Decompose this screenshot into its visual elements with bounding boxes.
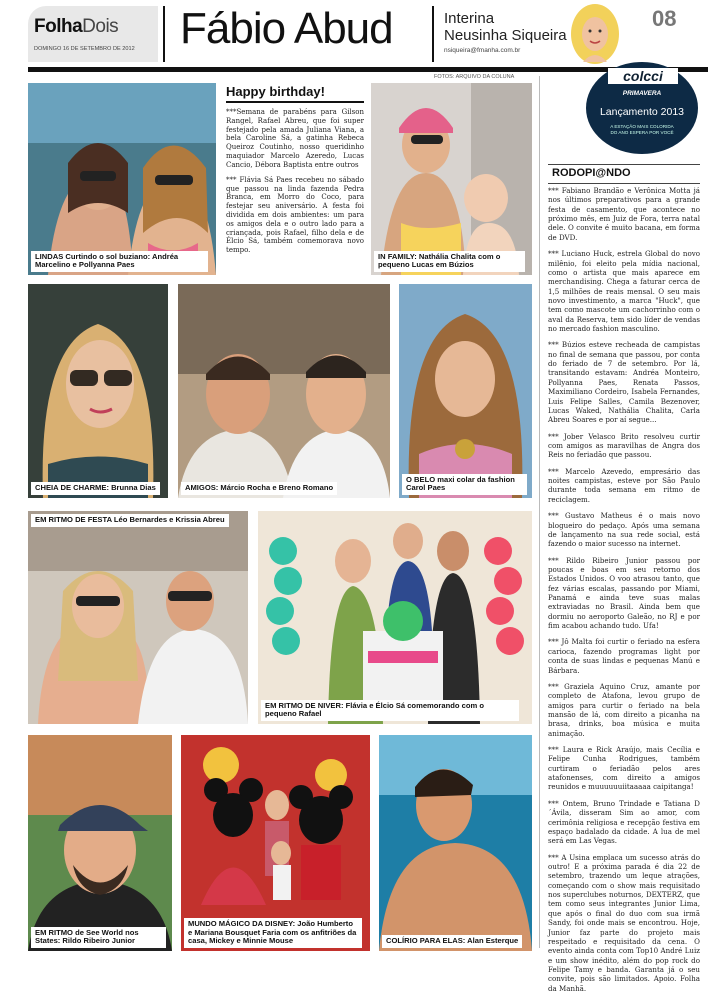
birthday-text-1: ***Semana de parabéns para Gilson Rangel, Rafael Abreu, que foi super festejado pela amada Juliana Viana, a bela Caroline Sá, a gatinha Rebeca Queiroz Coutinho, nosso queridinho maquiador Marcelo Azeredo, Lucas Cancio, Débora Baptista entre outros: [226, 108, 364, 169]
colcci-ad[interactable]: [583, 62, 701, 162]
rodopiando-title: RODOPI@NDO: [552, 167, 631, 179]
rodopiando-item: *** Rildo Ribeiro Junior passou por poucas e boas em seu retorno dos Estados Unidos. O voo atrasou tanto, que fez várias escalas, passando por Miami, Panamá e ainda teve suas malas extraviadas no Brasil. Ainda bem que dormiu no aeroporto Galeão, no RJ e por fim acabou achando tudo. Ufa!: [548, 555, 700, 631]
photo-em-ritmo-de-festa: [28, 511, 248, 724]
caption-see-world: EM RITMO de See World nos States: Rildo Ribeiro Junior: [31, 927, 166, 948]
colcci-launch: Lançamento 2013: [599, 106, 685, 118]
photo-colirio: [379, 735, 532, 951]
photo-in-family: [371, 83, 532, 275]
columnist-portrait: [563, 4, 627, 66]
caption-lindas: LINDAS Curtindo o sol buziano: Andréa Marcelino e Pollyanna Paes: [31, 251, 208, 272]
rodopiando-item: *** Jober Velasco Brito resolveu curtir com amigos as maravilhas de Angra dos Reis no feriadão que passou.: [548, 431, 700, 460]
header-divider-1: [163, 6, 165, 62]
page-number: 08: [652, 6, 677, 31]
caption-em-ritmo-de-festa: EM RITMO DE FESTA Léo Bernardes e Krissia Abreu: [31, 514, 229, 527]
columnist-email: nsiqueira@fmanha.com.br: [444, 47, 521, 54]
rodopiando-item: *** Jô Malta foi curtir o feriado na esfera carioca, fazendo programas light por conta de suas lindas e pequenas Manú e Bárbara.: [548, 637, 700, 675]
photo-amigos: [178, 284, 390, 498]
birthday-text-2: *** Flávia Sá Paes recebeu no sábado que passou na linda fazenda Pedra Branca, em Morro do Coco, para festejar seu aniversário. A festa foi dividida em dois ambientes: um para os amigos dela e o outro lado para a criançada, pois Rafael, filho dela e de Élcio Sá, também comemorava novo tempo.: [226, 175, 364, 255]
rodopiando-item: *** Ontem, Bruno Trindade e Tatiana D´Ávila, disseram Sim ao amor, com cerimônia religiosa e recepção festiva em espaço badalado da cidade. A lua de mel será em Las Vegas.: [548, 798, 700, 846]
photo-o-belo: [399, 284, 532, 498]
caption-amigos: AMIGOS: Márcio Rocha e Breno Romano: [181, 482, 337, 495]
rodopiando-body: [548, 186, 700, 993]
photo-em-ritmo-de-niver: [258, 511, 532, 724]
rodopiando-item: *** A Usina emplaca um sucesso atrás do outro! E a próxima parada é dia 22 de setembro, trazendo um leque atrações, começando com o show mais requisitado nos superclubes noturnos, DEXTERZ, que tem como seus integrantes Junior Lima, que após o final do duo com sua irmã Sandy, foi onde mais se encontrou. Hoje, Junior faz parte do projeto mais respeitado e requisitado da cena. O evento ainda conta com Top10 André Luiz e um show inédito, além do pop rock do Felipe Tamy e banda. Garanta já o seu convite, pois são limitados. Apoio. Folha da Manhã.: [548, 852, 700, 993]
edition-date: DOMINGO 16 DE SETEMBRO DE 2012: [34, 46, 135, 52]
photo-credit: FOTOS: ARQUIVO DA COLUNA: [434, 74, 515, 80]
rodopiando-item: *** Laura e Rick Araújo, mais Cecília e Felipe Cunha Rodrigues, também curtiram o feriadão pelos ares atafonenses, com direito a amigos reunidos e muuuuuuiitaaaaa caipitanga!: [548, 745, 700, 792]
caption-colirio: COLÍRIO PARA ELAS: Alan Esterque: [382, 935, 522, 948]
caption-cheia-de-charme: CHEIA DE CHARME: Brunna Dias: [31, 482, 160, 495]
rodopiando-item: *** Búzios esteve recheada de campistas no final de semana que passou, por conta do feriado de 7 de setembro. Por lá, transitando estavam: Andréa Monteiro, Pollyanna Paes, Renata Passos, Maximiliano Cordeiro, Isabela Fernandes, Luis Felipe Salles, Camila Bezenover, Lucas Waked, Nathália Chalita, Carla Abreu Soares e por aí segue...: [548, 340, 700, 425]
caption-in-family: IN FAMILY: Nathália Chalita com o pequeno Lucas em Búzios: [374, 251, 525, 272]
masthead-brand: [28, 6, 158, 62]
caption-o-belo: O BELO maxi colar da fashion Carol Paes: [402, 474, 527, 495]
rodopiando-item: *** Luciano Huck, estrela Global do novo milênio, foi eleito pela mídia nacional, como o artista que mais aparece em merchandising. Chega a faturar cerca de 1,5 milhões de reais mensal. O seu mais novo investimento, a marca "Huck", que tem como mascote um cachorrinho com o aval da Reserva, tem sido líder de vendas no mercado fashion masculino.: [548, 249, 700, 334]
caption-em-ritmo-de-niver: EM RITMO DE NIVER: Flávia e Élcio Sá comemorando com o pequeno Rafael: [261, 700, 519, 721]
colcci-tagline: A ESTAÇÃO MAIS COLORIDA DO ANO ESPERA POR VOCÊ: [610, 124, 674, 135]
birthday-title: Happy birthday!: [226, 84, 325, 99]
rodopiando-item: *** Fabiano Brandão e Verônica Motta já nos últimos preparativos para a grande festa de casamento, que acontece no próximo mês, em Juiz de Fora, terra natal dele. O convite é muito bacana, em forma de DVD.: [548, 186, 700, 242]
brand-dois: Dois: [82, 16, 119, 37]
rodopiando-header: [548, 164, 700, 184]
rodopiando-item: *** Graziela Aquino Cruz, amante por completo de Atafona, levou grupo de amigos para curtir o feriado na bela mansão de lá, com direito a picanha na brasa, drinks, boa música e muita animação.: [548, 681, 700, 738]
photo-see-world: [28, 735, 172, 951]
rodopiando-item: *** Gustavo Matheus é o mais novo blogueiro do pedaço. Após uma semana de lançamento na sua rede social, está fazendo o maior sucesso na internet.: [548, 511, 700, 549]
rodopiando-item: *** Marcelo Azevedo, empresário das noites campistas, esteve por São Paulo durante toda semana em ritmo de reciclagem.: [548, 466, 700, 504]
birthday-rule: [226, 101, 364, 103]
column-separator: [539, 76, 540, 948]
brand-folha: Folha: [34, 16, 83, 37]
birthday-block: [226, 84, 364, 274]
header-divider-2: [432, 6, 434, 62]
colcci-season: PRIMAVERA: [622, 90, 662, 97]
colcci-brand: colcci: [608, 68, 678, 84]
interim-name: Neusinha Siqueira: [444, 27, 567, 44]
photo-mundo-magico: [181, 735, 370, 951]
photo-lindas: [28, 83, 216, 275]
caption-mundo-magico: MUNDO MÁGICO DA DISNEY: João Humberto e Mariana Bousquet Faria com os anfitriões da casa, Mickey e Minnie Mouse: [184, 918, 362, 948]
interim-label: Interina: [444, 10, 495, 27]
columnist-name: Fábio Abud: [180, 4, 393, 53]
photo-cheia-de-charme: [28, 284, 168, 498]
